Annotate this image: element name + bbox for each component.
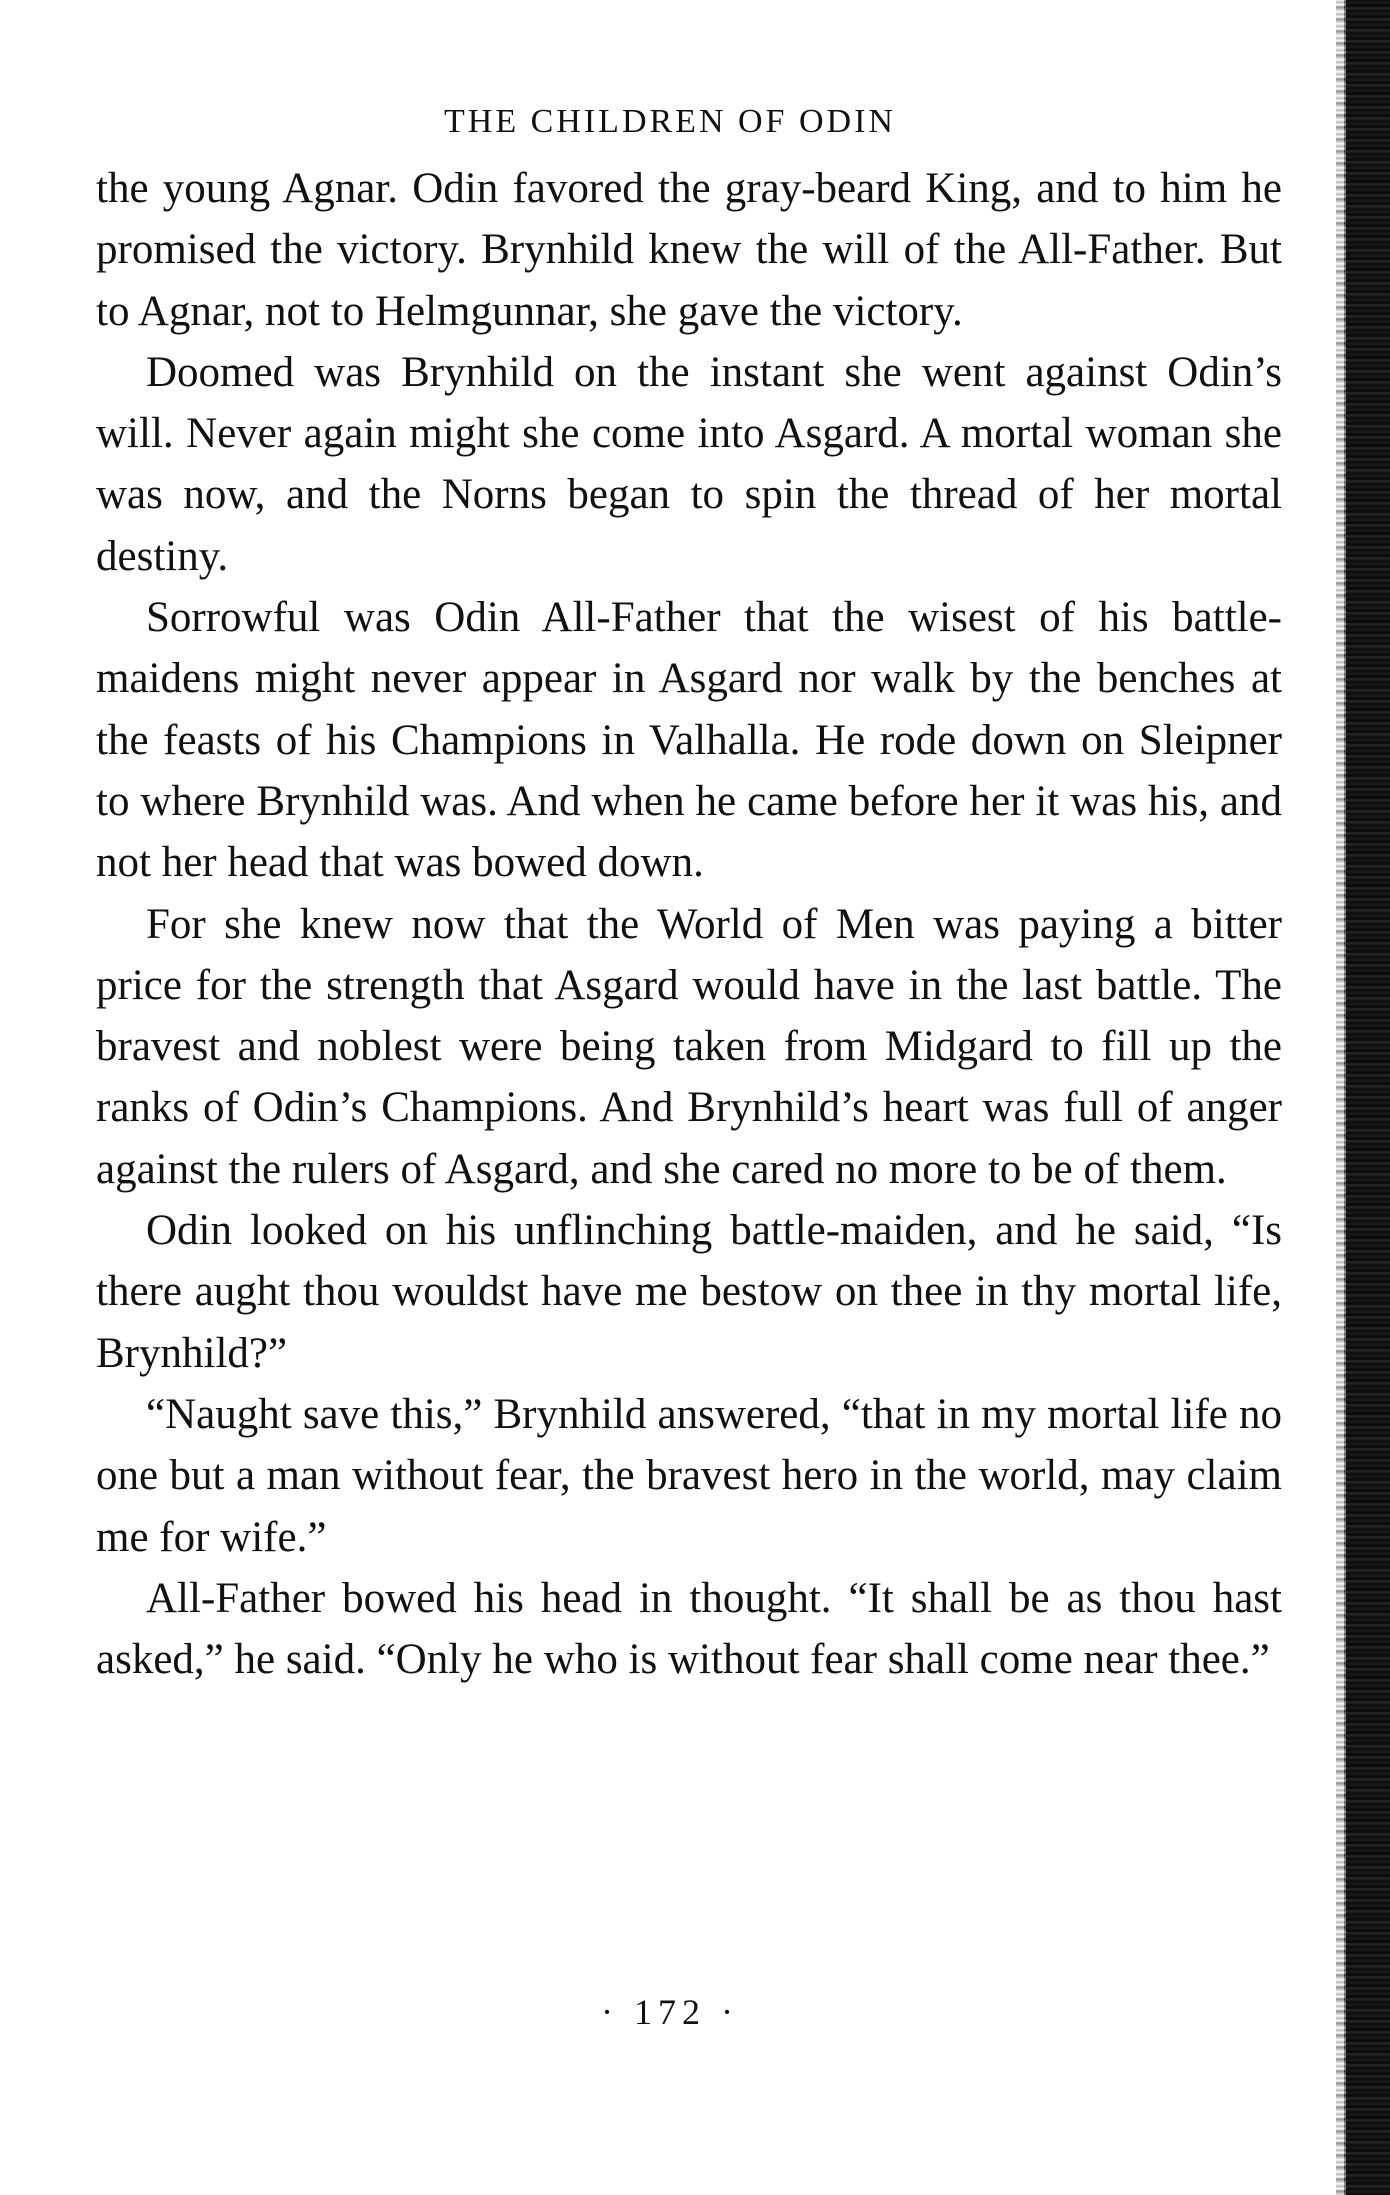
paragraph: Doomed was Brynhild on the instant she went against Odin’s will. Never again might she come into Asgard. A mortal woman she was now, and the Norns began to spin the thread of her mortal destiny. [96, 348, 1282, 580]
body-text [96, 158, 1282, 1690]
page-binding-edge [1344, 0, 1390, 2195]
page-number: · 172 · [601, 1992, 739, 2032]
paragraph: Odin looked on his unflinching battle-maiden, and he said, “Is there aught thou wouldst have me bestow on thee in thy mortal life, Brynhild?” [96, 1207, 1282, 1377]
paragraph-continued: the young Agnar. Odin favored the gray-beard King, and to him he promised the victory. Brynhild knew the will of the All-Father. But to Agnar, not to Helmgunnar, she gave the victory. [96, 165, 1282, 335]
paragraph: All-Father bowed his head in thought. “It shall be as thou hast asked,” he said. “Only he who is without fear shall come near thee.” [96, 1574, 1282, 1684]
running-head: THE CHILDREN OF ODIN [444, 103, 896, 140]
paragraph: For she knew now that the World of Men was paying a bitter price for the strength that Asgard would have in the last battle. The bravest and noblest were being taken from Midgard to fill up the ranks of Odin’s Champions. And Brynhild’s heart was full of anger against the rulers of Asgard, and she cared no more to be of them. [96, 900, 1282, 1193]
paragraph: Sorrowful was Odin All-Father that the wisest of his battle-maidens might never appear in Asgard nor walk by the benches at the feasts of his Champions in Valhalla. He rode down on Sleipner to where Brynhild was. And when he came before her it was his, and not her head that was bowed down. [96, 594, 1282, 887]
paragraph: “Naught save this,” Brynhild answered, “that in my mortal life no one but a man without fear, the bravest hero in the world, may claim me for wife.” [96, 1390, 1282, 1561]
